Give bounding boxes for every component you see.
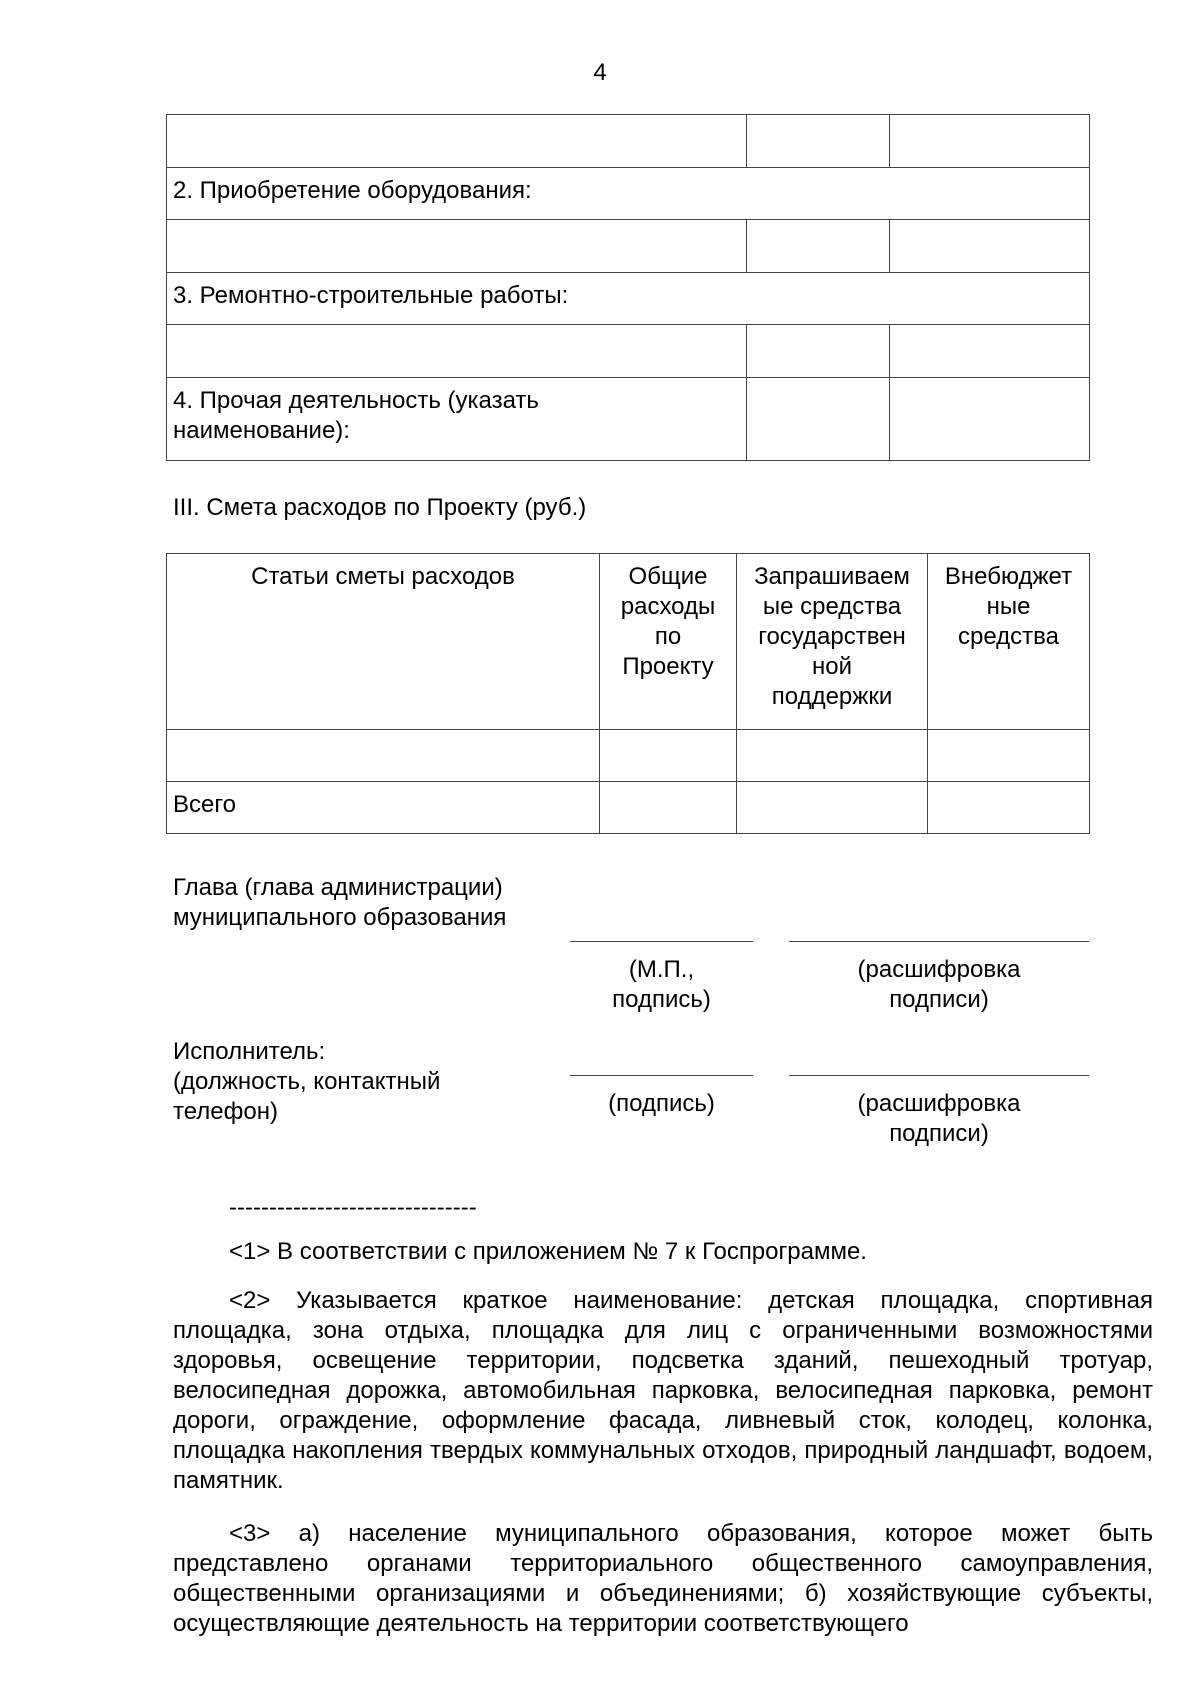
table-row: [167, 782, 1090, 834]
header-items: Статьи сметы расходов: [167, 554, 600, 730]
table-cell: [747, 378, 890, 461]
table-cell: [890, 115, 1090, 168]
table-cell: [747, 115, 890, 168]
table-cell: [747, 325, 890, 378]
other-activity-row-label: [167, 378, 747, 461]
header-text-line: ные: [986, 593, 1031, 620]
signature-line: [570, 1075, 753, 1076]
header-total-expenses: [600, 554, 737, 730]
equipment-row-label: 2. Приобретение оборудования:: [167, 168, 1090, 220]
caption-line: подпись): [612, 986, 711, 1013]
header-text-line: поддержки: [771, 683, 893, 710]
caption-line: (М.П.,: [628, 956, 695, 983]
header-text-line: ые средства: [762, 593, 902, 620]
footnote-3: [173, 1519, 1153, 1639]
other-activity-line-1: 4. Прочая деятельность (указать: [173, 387, 539, 414]
head-label-line: Глава (глава администрации): [173, 874, 503, 901]
caption-line: (расшифровка: [857, 1090, 1021, 1117]
caption-line: (расшифровка: [857, 956, 1021, 983]
head-label-line: муниципального образования: [173, 904, 507, 931]
table-cell: [890, 378, 1090, 461]
table-row: [167, 325, 1090, 378]
section-title: III. Смета расходов по Проекту (руб.): [173, 494, 587, 521]
signature-line: [570, 941, 753, 942]
activities-table: [166, 114, 1090, 461]
table-cell: [167, 220, 747, 273]
sign-caption: (подпись): [608, 1090, 715, 1117]
table-cell: [890, 220, 1090, 273]
table-row: [167, 115, 1090, 168]
footnote-text: <1> В соответствии с приложением № 7 к Госпрограмме.: [229, 1238, 867, 1265]
table-cell: [167, 730, 600, 782]
table-cell: [737, 782, 928, 834]
caption-line: подписи): [889, 1120, 989, 1147]
other-activity-line-2: наименование):: [173, 417, 350, 444]
footnote-text: <3> а) население муниципального образования, которое может быть представлено органами территориального общественного самоуправления, общественными организациями и объединениями; б) хозяйствующие субъекты, осуществляющие деятельность на территории соответствующего: [173, 1520, 1153, 1637]
header-text-line: Проекту: [622, 653, 714, 680]
table-cell: [600, 730, 737, 782]
header-text-line: средства: [958, 623, 1059, 650]
header-text-line: Запрашиваем: [754, 563, 910, 590]
header-text-line: Внебюджет: [944, 563, 1073, 590]
signature-line: [789, 1075, 1089, 1076]
header-text-line: расходы: [620, 593, 716, 620]
executor-label-line: Исполнитель:: [173, 1038, 326, 1065]
footnote-1: [173, 1237, 1153, 1267]
table-cell: [890, 325, 1090, 378]
table-cell: [737, 730, 928, 782]
caption-line: подписи): [889, 986, 989, 1013]
budget-table: [166, 553, 1090, 834]
table-row: [167, 730, 1090, 782]
table-cell: [167, 325, 747, 378]
table-row: [167, 273, 1090, 325]
executor-label-line: телефон): [173, 1098, 278, 1125]
header-text-line: ной: [811, 653, 852, 680]
table-cell: [928, 730, 1090, 782]
header-text-line: государствен: [758, 623, 906, 650]
header-extrabudgetary-funds: [928, 554, 1090, 730]
table-header-row: [167, 554, 1090, 730]
table-cell: [600, 782, 737, 834]
head-label: [173, 873, 506, 933]
table-cell: [747, 220, 890, 273]
footnote-separator: -------------------------------: [229, 1194, 477, 1221]
executor-label: [173, 1037, 440, 1127]
mp-signature-caption: [570, 955, 753, 1015]
footnote-text: <2> Указывается краткое наименование: детская площадка, спортивная площадка, зона отдыха, площадка для лиц с ограниченными возможностями здоровья, освещение территории, подсветка зданий, пешеходный тротуар, велосипедная дорожка, автомобильная парковка, велосипедная парковка, ремонт дороги, ограждение, оформление фасада, ливневый сток, колодец, колонка, площадка накопления твердых коммунальных отходов, природный ландшафт, водоем, памятник.: [173, 1287, 1153, 1494]
header-text-line: по: [654, 623, 682, 650]
decode-signature-caption: [789, 1089, 1089, 1149]
table-cell: [167, 115, 747, 168]
table-row: [167, 168, 1090, 220]
footnote-2: [173, 1286, 1153, 1496]
executor-label-line: (должность, контактный: [173, 1068, 441, 1095]
table-cell: [928, 782, 1090, 834]
repair-row-label: 3. Ремонтно-строительные работы:: [167, 273, 1090, 325]
decode-signature-caption: [789, 955, 1089, 1015]
header-requested-funds: [737, 554, 928, 730]
page-number: 4: [593, 59, 607, 86]
table-row: [167, 378, 1090, 461]
table-row: [167, 220, 1090, 273]
header-text-line: Общие: [628, 563, 708, 590]
total-row-label: Всего: [167, 782, 600, 834]
signature-line: [789, 941, 1089, 942]
